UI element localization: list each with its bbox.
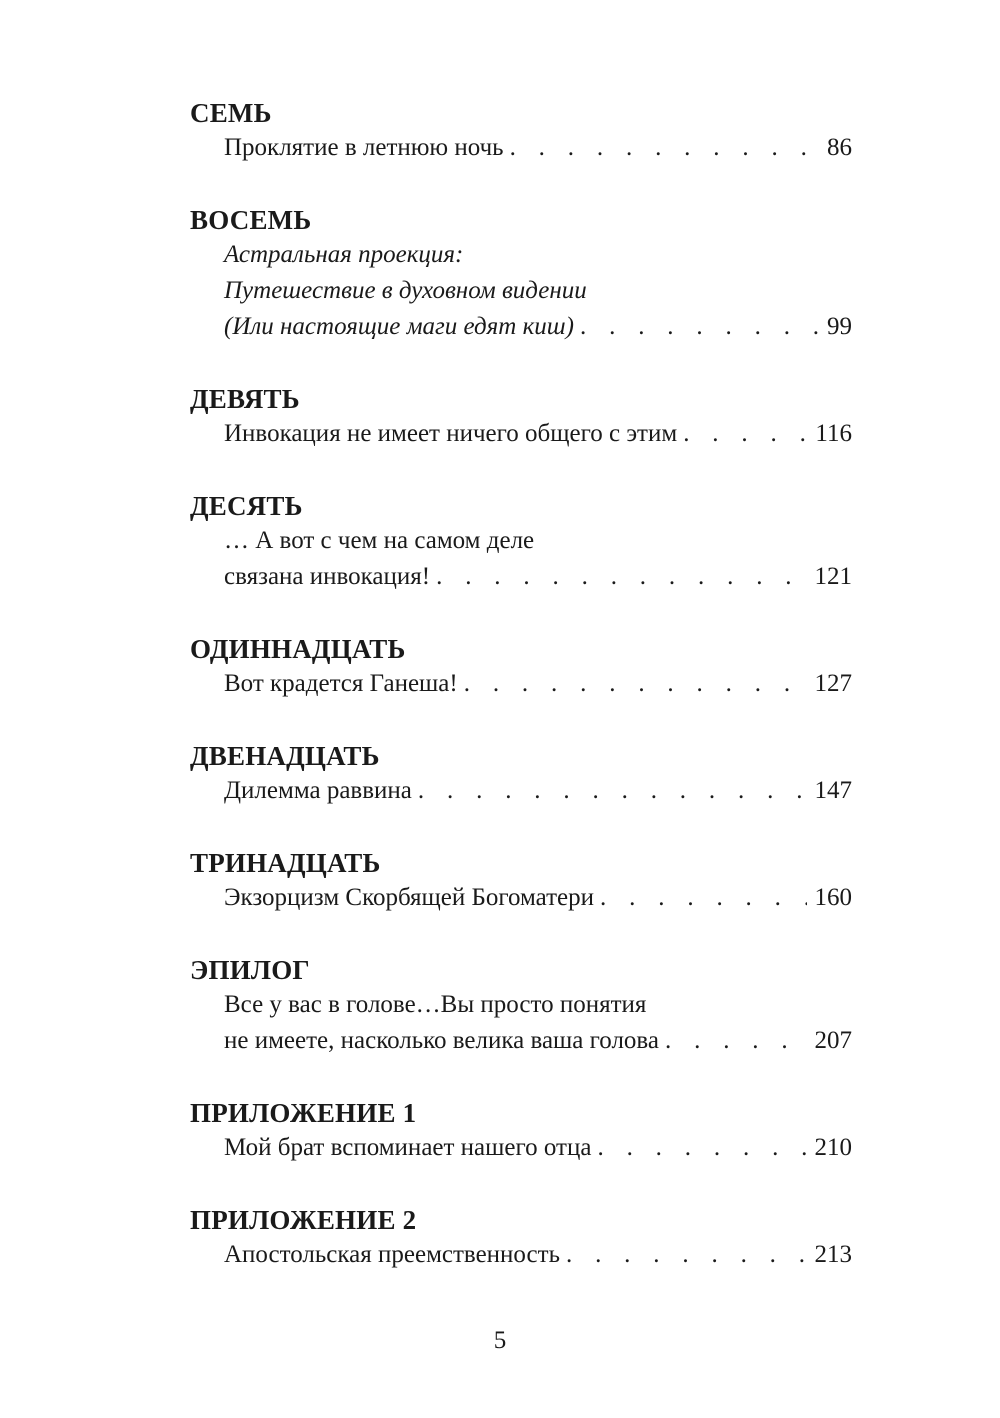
dot-leader bbox=[594, 880, 806, 916]
entry-leader-line bbox=[190, 309, 852, 345]
toc-entry bbox=[190, 953, 852, 1059]
entry-title-text: не имеете, насколько велика ваша голова bbox=[224, 1027, 659, 1054]
entry-leader-line bbox=[190, 1237, 852, 1273]
toc-entry bbox=[190, 203, 852, 345]
page-number: 5 bbox=[493, 1327, 507, 1354]
entry-title-text: Инвокация не имеет ничего общего с этим bbox=[224, 420, 678, 447]
entry-page-number: 147 bbox=[814, 777, 852, 804]
dot-leader bbox=[591, 1130, 806, 1166]
entry-page-number: 121 bbox=[814, 563, 852, 590]
entry-leader-line bbox=[190, 559, 852, 595]
entry-leader-line bbox=[190, 1130, 852, 1166]
entry-leader-line bbox=[190, 666, 852, 702]
entry-leader-line bbox=[190, 880, 852, 916]
entry-leader-line bbox=[190, 773, 852, 809]
entry-title-line: … А вот с чем на самом деле bbox=[224, 527, 535, 554]
entry-page-number: 213 bbox=[814, 1241, 852, 1268]
entry-page-number: 99 bbox=[827, 313, 852, 340]
entry-page-number: 116 bbox=[815, 420, 852, 447]
toc-entry bbox=[190, 96, 852, 166]
chapter-heading: ДВЕНАДЦАТЬ bbox=[190, 741, 380, 771]
toc-entry bbox=[190, 1096, 852, 1166]
chapter-heading: ВОСЕМЬ bbox=[190, 205, 312, 235]
chapter-heading: ДЕСЯТЬ bbox=[190, 491, 303, 521]
toc-entry bbox=[190, 1203, 852, 1273]
chapter-heading: ПРИЛОЖЕНИЕ 2 bbox=[190, 1205, 417, 1235]
chapter-heading: ПРИЛОЖЕНИЕ 1 bbox=[190, 1098, 417, 1128]
entry-leader-line bbox=[190, 1023, 852, 1059]
dot-leader bbox=[574, 309, 819, 345]
table-of-contents bbox=[190, 96, 852, 1310]
toc-entry bbox=[190, 846, 852, 916]
dot-leader bbox=[504, 130, 819, 166]
toc-entry bbox=[190, 632, 852, 702]
chapter-heading: ОДИННАДЦАТЬ bbox=[190, 634, 406, 664]
dot-leader bbox=[560, 1237, 807, 1273]
dot-leader bbox=[430, 559, 806, 595]
entry-title-line: Астральная проекция: bbox=[224, 241, 464, 268]
toc-entry bbox=[190, 489, 852, 595]
entry-page-number: 207 bbox=[814, 1027, 852, 1054]
toc-entry bbox=[190, 739, 852, 809]
entry-title-text: (Или настоящие маги едят киш) bbox=[224, 313, 574, 340]
entry-title-line: Путешествие в духовном видении bbox=[224, 277, 587, 304]
chapter-heading: ДЕВЯТЬ bbox=[190, 384, 300, 414]
entry-title-text: Мой брат вспоминает нашего отца bbox=[224, 1134, 592, 1161]
entry-title-text: связана инвокация! bbox=[224, 563, 431, 590]
dot-leader bbox=[659, 1023, 807, 1059]
entry-title-text: Апостольская преемственность bbox=[224, 1241, 560, 1268]
dot-leader bbox=[677, 416, 807, 452]
dot-leader bbox=[412, 773, 807, 809]
entry-title-text: Дилемма раввина bbox=[224, 777, 412, 804]
entry-title-text: Вот крадется Ганеша! bbox=[224, 670, 458, 697]
entry-title-text: Проклятие в летнюю ночь bbox=[224, 134, 504, 161]
chapter-heading: СЕМЬ bbox=[190, 98, 272, 128]
chapter-heading: ТРИНАДЦАТЬ bbox=[190, 848, 381, 878]
entry-title-text: Экзорцизм Скорбящей Богоматери bbox=[224, 884, 595, 911]
toc-entry bbox=[190, 382, 852, 452]
entry-page-number: 210 bbox=[814, 1134, 852, 1161]
chapter-heading: ЭПИЛОГ bbox=[190, 955, 310, 985]
dot-leader bbox=[458, 666, 807, 702]
entry-page-number: 86 bbox=[827, 134, 852, 161]
entry-title-line: Все у вас в голове…Вы просто понятия bbox=[224, 991, 647, 1018]
entry-page-number: 127 bbox=[814, 670, 852, 697]
entry-leader-line bbox=[190, 130, 852, 166]
entry-leader-line bbox=[190, 416, 852, 452]
entry-page-number: 160 bbox=[814, 884, 852, 911]
